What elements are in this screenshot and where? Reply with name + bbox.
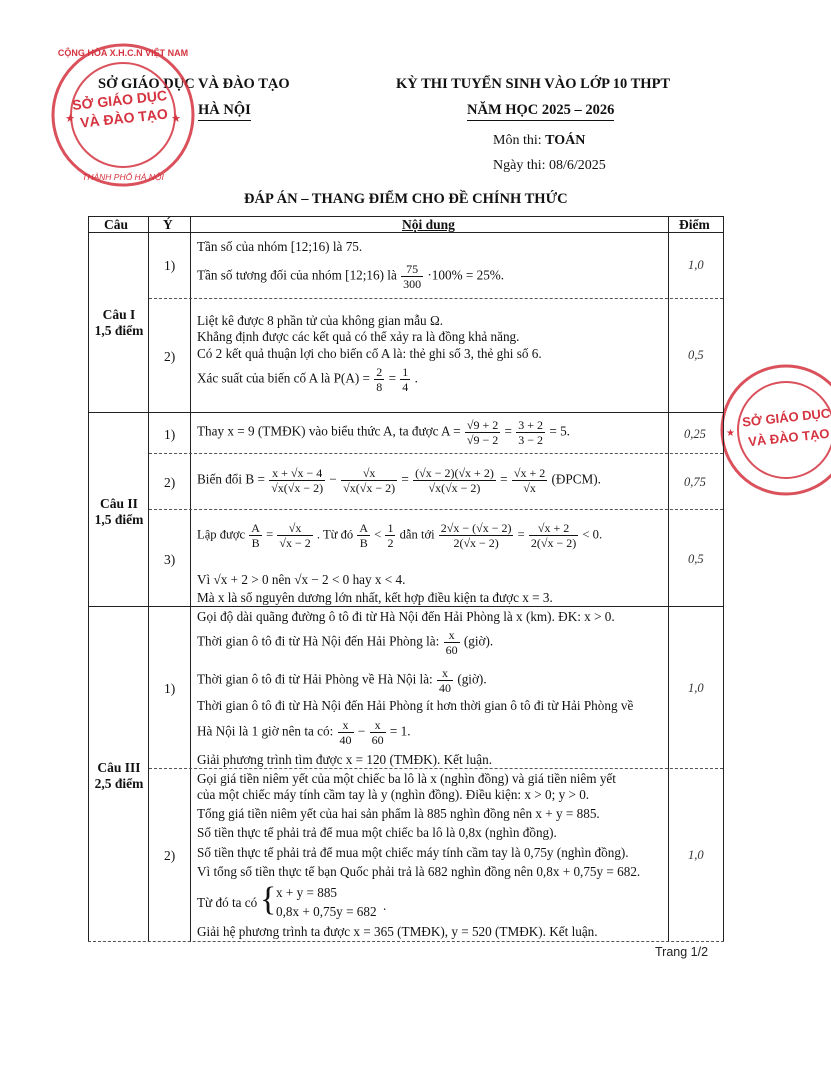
q2-3-text-2: . Từ đó: [316, 527, 354, 542]
equals-sign: =: [266, 527, 274, 542]
q2-3-line-3: Mà x là số nguyên dương lớn nhất, kết hợp điều kiện ta được x = 3.: [197, 590, 553, 605]
q3-1-line-2: [197, 628, 493, 657]
equals-sign: =: [517, 527, 525, 542]
equals-sign: =: [401, 471, 409, 487]
fraction-denominator: 300: [403, 277, 422, 291]
q1-2-line-1: Liệt kê được 8 phần tử của không gian mẫu Ω.: [197, 313, 444, 328]
fraction-denominator: 2: [387, 536, 394, 550]
fraction-numerator: (√x − 2)(√x + 2): [415, 466, 494, 480]
header-score: Điểm: [679, 217, 710, 232]
question-1-name: Câu I: [102, 307, 136, 322]
fraction-numerator: 1: [402, 365, 409, 379]
q3-2-line-6: Vì tổng số tiền thực tế bạn Quốc phải trả là 682 nghìn đồng nên 0,8x + 0,75y = 682.: [197, 864, 641, 879]
question-3-points: 2,5 điểm: [94, 776, 144, 791]
fraction-denominator: √x(√x − 2): [428, 481, 481, 495]
q2-2-fraction-4: [512, 466, 547, 495]
fraction-denominator: √x: [523, 481, 536, 495]
partial-seal-line-1: SỞ GIÁO DỤC: [741, 405, 831, 430]
question-3-label: [90, 760, 148, 792]
header-question: Câu: [104, 217, 129, 232]
header-content: Nội dung: [402, 217, 455, 232]
fraction-denominator: 60: [371, 733, 384, 747]
unit: (giờ).: [463, 633, 494, 649]
system-equation-1: x + y = 885: [276, 885, 338, 900]
row-sep-q1: [149, 298, 723, 299]
fraction-numerator: x + √x − 4: [269, 466, 325, 481]
q3-1-fraction-3: [338, 718, 354, 747]
q1-1-text: Tần số tương đối của nhóm [12;16) là: [197, 267, 397, 283]
table-border-right: [723, 216, 724, 942]
q1-1-fraction: [401, 262, 423, 291]
seal-bottom-text: THÀNH PHỐ HÀ NỘI: [82, 172, 164, 182]
system-equation-2: 0,8x + 0,75y = 682: [276, 904, 377, 919]
fraction-denominator: 60: [445, 643, 458, 657]
row-sep-q2b: [149, 509, 723, 510]
fraction-denominator: 8: [376, 380, 383, 394]
q3-1-line-1: Gọi độ dài quãng đường ô tô đi từ Hà Nội đến Hải Phòng là x (km). ĐK: x > 0.: [197, 609, 615, 624]
fraction-numerator: 2: [376, 365, 383, 379]
fraction-numerator: √x + 2: [529, 521, 578, 536]
question-3-name: Câu III: [97, 760, 141, 775]
fraction-numerator: √9 + 2: [466, 418, 499, 432]
row-sep-q2-end: [88, 606, 724, 607]
q3-1-fraction-2: [437, 666, 453, 695]
q2-3-fraction-1: [249, 521, 262, 550]
q1-2-fraction-1: [374, 365, 384, 394]
fraction-denominator: B: [359, 536, 368, 550]
period: .: [383, 898, 387, 913]
q3-2-line-8: Giải hệ phương trình ta được x = 365 (TMĐK), y = 520 (TMĐK). Kết luận.: [197, 924, 598, 939]
question-2-label: [90, 496, 148, 528]
q3-1-fraction-4: [370, 718, 386, 747]
q2-1-fraction-1: [465, 418, 500, 447]
q2-3-line-2: Vì √x + 2 > 0 nên √x − 2 < 0 hay x < 4.: [197, 572, 406, 587]
q2-item-1-score: 0,25: [684, 427, 706, 441]
q2-2-fraction-3: [413, 466, 496, 495]
q2-item-1-label: 1): [164, 427, 176, 442]
question-1-label: [90, 307, 148, 339]
q3-1-text-2: Thời gian ô tô đi từ Hà Nội đến Hải Phòng là:: [197, 633, 440, 649]
date-value: 08/6/2025: [549, 158, 606, 173]
q3-item-1-score: 1,0: [688, 681, 704, 695]
less-than-sign: <: [374, 527, 382, 542]
exam-title: KỲ THI TUYỂN SINH VÀO LỚP 10 THPT: [396, 76, 671, 92]
minus-sign: −: [357, 723, 366, 739]
system-brace: {: [260, 881, 277, 918]
q2-2-fraction-2: [341, 466, 397, 495]
seal-star-left: ★: [65, 113, 75, 125]
q3-1-fraction-1: [444, 628, 460, 657]
seal-line-2: VÀ ĐÀO TẠO: [79, 105, 169, 131]
q1-1-line-2: [197, 262, 504, 291]
row-sep-q1-end: [88, 412, 724, 413]
q2-2-line: [197, 466, 601, 495]
table-border-left: [88, 216, 89, 942]
q2-3-fraction-6: [529, 521, 578, 550]
fraction-numerator: A: [359, 521, 369, 535]
fraction-denominator: 40: [439, 681, 452, 695]
q2-item-2-label: 2): [164, 475, 176, 490]
q1-2-line-4: [197, 365, 418, 394]
q1-item-1-score: 1,0: [688, 258, 704, 272]
q2-3-fraction-4: [385, 521, 395, 550]
q2-item-2-score: 0,75: [684, 475, 706, 489]
equals-sign: =: [388, 370, 396, 386]
fraction-denominator: 3 − 2: [518, 433, 544, 447]
question-2-name: Câu II: [100, 496, 138, 511]
page-number: Trang 1/2: [655, 945, 709, 959]
fraction-numerator: x: [444, 628, 460, 643]
fraction-numerator: 3 + 2: [518, 418, 544, 432]
table-divider-2: [190, 216, 191, 942]
q1-item-2-score: 0,5: [688, 348, 704, 362]
table-border-bottom: [88, 941, 724, 942]
fraction-numerator: √x: [341, 466, 397, 481]
q3-2-line-2: của một chiếc máy tính cầm tay là y (nghìn đồng). Điều kiện: x > 0; y > 0.: [197, 787, 590, 802]
result: = 5.: [549, 423, 570, 439]
q3-item-1-label: 1): [164, 681, 176, 696]
fraction-denominator: √x(√x − 2): [271, 481, 324, 495]
fraction-numerator: 1: [387, 521, 394, 535]
fraction-numerator: 75: [401, 262, 423, 277]
unit: (giờ).: [457, 671, 487, 687]
q3-2-line-3: Tổng giá tiền niêm yết của hai sản phẩm là 885 nghìn đồng nên x + y = 885.: [197, 806, 600, 821]
fraction-numerator: x: [437, 666, 453, 681]
fraction-denominator: 2(√x − 2): [530, 536, 577, 550]
q2-3-fraction-2: [277, 521, 312, 550]
equals-sign: =: [500, 471, 508, 487]
fraction-numerator: x: [338, 718, 354, 733]
row-sep-q2a: [149, 453, 723, 454]
proof-note: (ĐPCM).: [551, 471, 601, 487]
equals-sign: =: [504, 423, 512, 439]
q3-2-text-7: Từ đó ta có: [197, 895, 258, 910]
document-title: ĐÁP ÁN – THANG ĐIỂM CHO ĐỀ CHÍNH THỨC: [244, 191, 568, 207]
q1-2-fraction-2: [400, 365, 410, 394]
table-divider-3: [668, 216, 669, 942]
fraction-numerator: √x + 2: [513, 466, 546, 480]
inequality-end: < 0.: [582, 527, 603, 542]
fraction-numerator: x: [370, 718, 386, 733]
question-1-points: 1,5 điểm: [94, 323, 144, 338]
q3-1-text-3: Thời gian ô tô đi từ Hải Phòng về Hà Nội là:: [197, 671, 433, 687]
q2-1-line: [197, 418, 570, 447]
q2-2-fraction-1: [269, 466, 325, 495]
question-2-points: 1,5 điểm: [94, 512, 144, 527]
fraction-numerator: √x: [277, 521, 312, 536]
q1-2-line-3: Có 2 kết quả thuận lợi cho biến cố A là: thẻ ghi số 3, thẻ ghi số 6.: [197, 346, 542, 361]
fraction-denominator: 40: [339, 733, 352, 747]
q2-1-fraction-2: [516, 418, 545, 447]
header-item: Ý: [163, 217, 173, 232]
q2-1-text: Thay x = 9 (TMĐK) vào biểu thức A, ta được A =: [197, 423, 461, 439]
q1-item-1-label: 1): [164, 258, 176, 273]
q2-3-text-3: dẫn tới: [399, 527, 435, 542]
q2-3-fraction-3: [357, 521, 370, 550]
q2-3-line-1: [197, 521, 602, 550]
period: .: [414, 370, 418, 386]
subject-value: TOÁN: [545, 133, 586, 148]
fraction-denominator: 4: [402, 380, 409, 394]
q3-1-line-4: Thời gian ô tô đi từ Hà Nội đến Hải Phòng ít hơn thời gian ô tô đi từ Hải Phòng về: [197, 698, 634, 713]
equation-end: = 1.: [389, 723, 411, 739]
q3-item-2-label: 2): [164, 848, 176, 863]
q3-2-line-4: Số tiền thực tế phải trả để mua một chiếc ba lô là 0,8x (nghìn đồng).: [197, 825, 557, 840]
exam-date-line: [493, 158, 606, 174]
q2-3-fraction-5: [439, 521, 514, 550]
seal-ring-text: CỘNG HÒA X.H.C.N VIỆT NAM: [57, 48, 189, 58]
fraction-denominator: √x(√x − 2): [343, 481, 396, 495]
q3-1-line-5: [197, 718, 411, 747]
row-sep-q3: [149, 768, 723, 769]
seal-star-right: ★: [171, 113, 181, 125]
fraction-denominator: B: [251, 536, 260, 550]
q3-1-line-6: Giải phương trình tìm được x = 120 (TMĐK). Kết luận.: [197, 752, 492, 767]
fraction-denominator: 2(√x − 2): [453, 536, 499, 550]
q1-item-2-label: 2): [164, 349, 176, 364]
table-divider-1: [148, 216, 149, 942]
q3-item-2-score: 1,0: [688, 848, 704, 862]
q1-2-line-2: Khẳng định được các kết quả có thể xảy ra là đồng khả năng.: [197, 329, 520, 344]
fraction-numerator: 2√x − (√x − 2): [440, 521, 512, 535]
q3-2-line-5: Số tiền thực tế phải trả để mua một chiếc máy tính cầm tay là 0,75y (nghìn đồng).: [197, 845, 629, 860]
fraction-numerator: A: [251, 521, 260, 535]
subject-line: [493, 133, 585, 149]
q3-2-line-1: Gọi giá tiền niêm yết của một chiếc ba lô là x (nghìn đồng) và giá tiền niêm yết: [197, 771, 616, 786]
minus-sign: −: [329, 471, 337, 487]
q2-2-text: Biến đổi B =: [197, 471, 265, 487]
seal-line-1: SỞ GIÁO DỤC: [71, 87, 168, 113]
partial-seal-line-2: VÀ ĐÀO TẠO: [747, 425, 831, 450]
department-name: SỞ GIÁO DỤC VÀ ĐÀO TẠO: [98, 76, 290, 92]
q1-1-line-1: Tần số của nhóm [12;16) là 75.: [197, 239, 363, 254]
city-name: HÀ NỘI: [198, 102, 251, 121]
q2-3-text: Lập được: [197, 527, 246, 542]
q1-2-text: Xác suất của biến cố A là P(A) =: [197, 370, 370, 386]
date-label: Ngày thi:: [493, 158, 546, 173]
fraction-denominator: √9 − 2: [466, 433, 499, 447]
q1-1-result: ·100% = 25%.: [427, 267, 505, 283]
subject-label: Môn thi:: [493, 133, 542, 148]
q3-1-line-3: [197, 666, 487, 695]
school-year: NĂM HỌC 2025 – 2026: [467, 102, 614, 121]
q2-item-3-label: 3): [164, 552, 176, 567]
q2-item-3-score: 0,5: [688, 552, 704, 566]
partial-seal-star: ★: [726, 428, 735, 439]
fraction-denominator: √x − 2: [279, 536, 311, 550]
q3-1-text-5: Hà Nội là 1 giờ nên ta có:: [197, 723, 334, 739]
